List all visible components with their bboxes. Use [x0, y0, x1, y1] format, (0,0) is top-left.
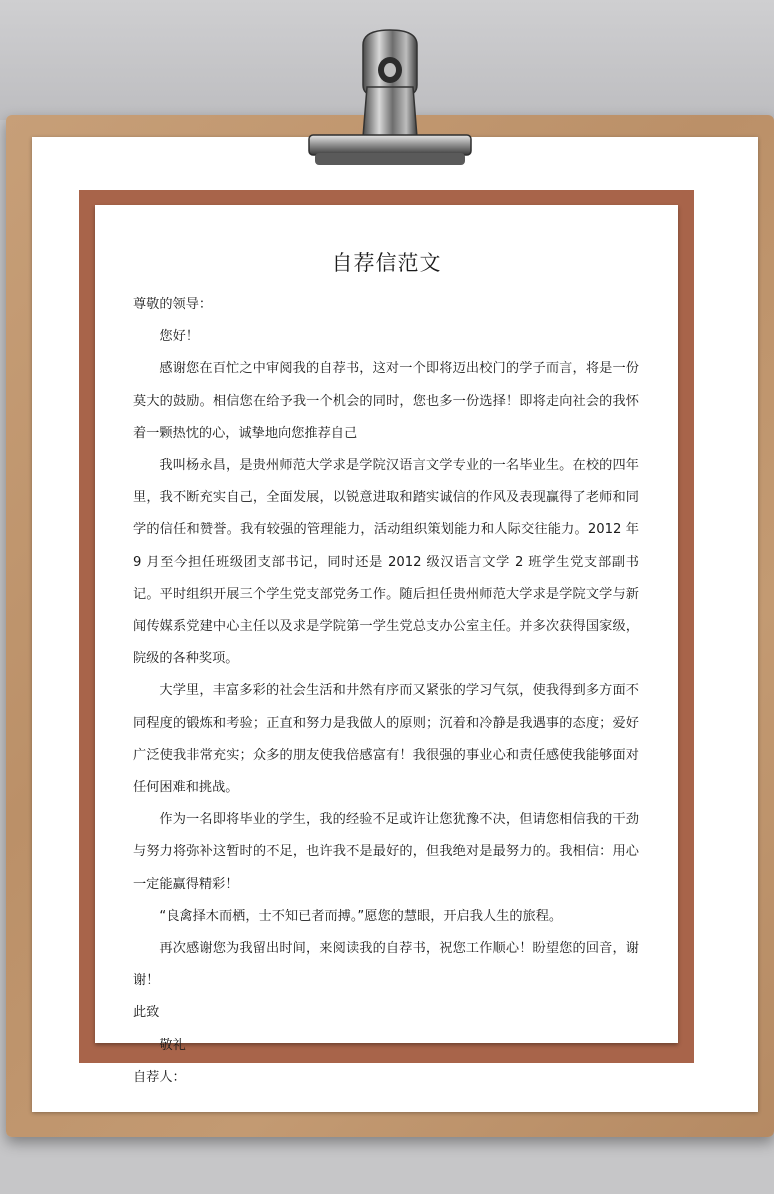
- white-sheet: [32, 137, 758, 1112]
- paragraph: 再次感谢您为我留出时间，来阅读我的自荐书，祝您工作顺心！盼望您的回音，谢谢！: [133, 941, 639, 989]
- regards: 敬礼: [159, 1037, 186, 1053]
- paragraph: 我叫杨永昌，是贵州师范大学求是学院汉语言文学专业的一名毕业生。在校的四年里，我不断充实自己，全面发展，以锐意进取和踏实诚信的作风及表现赢得了老师和同学的信任和赞誉。我有较强的管理能力，活动组织策划能力和人际交往能力。2012 年 9 月至今担任班级团支部书记，同时还是 2012 级汉语言文学 2 班学生党支部副书记。平时组织开展三个学生党支部党务工作。随后担任贵州师范大学求是学院文学与新闻传媒系党建中心主任以及求是学院第一学生党总支办公室主任。并多次获得国家级，院级的各种奖项。: [133, 458, 639, 667]
- letter-title: 自荐信范文: [331, 251, 442, 275]
- binder-clip-icon: [305, 25, 475, 175]
- paragraph: 大学里，丰富多彩的社会生活和井然有序而又紧张的学习气氛，使我得到多方面不同程度的锻炼和考验；正直和努力是我做人的原则；沉着和冷静是我遇事的态度；爱好广泛使我非常充实；众多的朋友使我倍感富有！我很强的事业心和责任感使我能够面对任何困难和挑战。: [133, 683, 639, 796]
- paragraph: 作为一名即将毕业的学生，我的经验不足或许让您犹豫不决，但请您相信我的干劲与努力将弥补这暂时的不足，也许我不是最好的，但我绝对是最努力的。我相信：用心一定能赢得精彩！: [133, 812, 639, 892]
- letter-body: [133, 289, 639, 1094]
- brown-frame: [79, 190, 694, 1085]
- closing: 此致: [133, 1005, 160, 1021]
- clipboard: [6, 115, 774, 1137]
- letter-paper: [95, 205, 678, 1085]
- paragraph: “良禽择木而栖，士不知已者而搏。”愿您的慧眼，开启我人生的旅程。: [159, 908, 563, 924]
- paragraph: 感谢您在百忙之中审阅我的自荐书，这对一个即将迈出校门的学子而言，将是一份莫大的鼓励。相信您在给予我一个机会的同时，您也多一份选择！即将走向社会的我怀着一颗热忱的心，诚挚地向您推荐自己: [133, 361, 639, 441]
- signature: 自荐人：: [133, 1069, 186, 1085]
- salutation: 尊敬的领导：: [133, 297, 213, 312]
- watermark: [64, 455, 97, 495]
- greeting: 您好！: [159, 329, 199, 345]
